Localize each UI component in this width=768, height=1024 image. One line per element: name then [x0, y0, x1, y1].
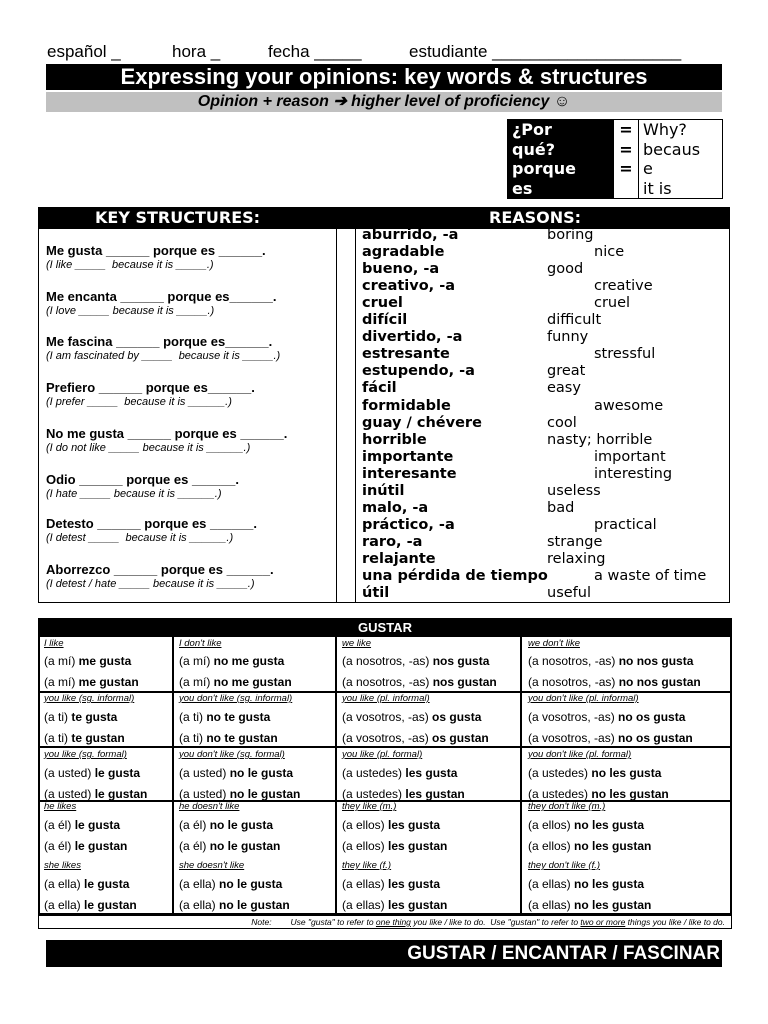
gustar-cell — [44, 766, 140, 780]
reason-english: difficult — [547, 312, 602, 329]
gustar-caption: they don't like (f.) — [528, 860, 601, 871]
structure-item — [46, 334, 280, 362]
structure-spanish: Detesto ______ porque es ______. — [46, 516, 258, 531]
key-structures-label: KEY STRUCTURES: — [95, 208, 261, 227]
gustar-verb: no les gustan — [591, 787, 669, 801]
gustar-pronoun: (a ustedes) — [342, 787, 406, 801]
reason-spanish: creativo, -a — [362, 278, 456, 295]
gustar-caption: you don't like (pl. informal) — [528, 693, 639, 704]
structure-item — [46, 516, 257, 544]
reason-spanish: horrible — [362, 431, 427, 448]
por-que-spanish — [508, 120, 613, 198]
page-title: Expressing your opinions: key words & structures — [46, 64, 722, 90]
reason-english: practical — [594, 516, 657, 533]
gustar-verb: no les gustan — [574, 839, 652, 853]
gustar-verb: les gusta — [405, 766, 458, 780]
gustar-verb: no nos gustan — [618, 675, 701, 689]
structure-english: (I love _____ because it is _____.) — [46, 305, 215, 317]
gustar-pronoun: (a ella) — [179, 877, 220, 891]
gustar-cell — [44, 898, 137, 912]
reason-spanish: malo, -a — [362, 499, 429, 516]
reason-english: useless — [547, 482, 601, 499]
note-text: you like / like to do. Use "gustan" to refer to — [410, 917, 581, 927]
spanish-class-blank[interactable]: español _ — [47, 42, 121, 61]
gustar-pronoun: (a ella) — [179, 898, 220, 912]
gustar-cell — [528, 710, 685, 724]
key-structures-header — [38, 207, 730, 228]
gustar-pronoun: (a vosotros, -as) — [528, 710, 619, 724]
gustar-cell — [179, 839, 280, 853]
page-subtitle — [46, 92, 722, 112]
gustar-cell — [528, 839, 651, 853]
estudiante-blank[interactable]: estudiante ____________________ — [409, 42, 682, 61]
por-que-line: ¿Por — [512, 120, 552, 139]
gustar-verb: no le gusta — [209, 818, 274, 832]
note-emphasis: one thing — [375, 917, 411, 927]
gustar-pronoun: (a mí) — [44, 654, 79, 668]
gustar-pronoun: (a mí) — [179, 675, 214, 689]
gustar-cell — [179, 787, 300, 801]
gustar-caption: you like (pl. informal) — [342, 693, 430, 704]
gustar-verb: nos gustan — [432, 675, 497, 689]
reason-spanish: agradable — [362, 244, 445, 261]
gustar-pronoun: (a él) — [44, 818, 75, 832]
gustar-pronoun: (a nosotros, -as) — [528, 654, 619, 668]
reason-spanish: formidable — [362, 397, 451, 414]
gustar-verb: le gustan — [74, 839, 128, 853]
gustar-caption: you like (pl. formal) — [342, 749, 423, 760]
gustar-pronoun: (a ella) — [44, 877, 85, 891]
gustar-verb: no le gusta — [219, 877, 283, 891]
gustar-verb: os gustan — [432, 731, 489, 745]
gustar-cell — [44, 787, 147, 801]
gustar-verb: les gustan — [405, 787, 465, 801]
divider — [336, 228, 337, 603]
gustar-verb: te gustan — [71, 731, 125, 745]
gustar-verb: no le gustan — [209, 839, 281, 853]
gustar-cell — [44, 877, 129, 891]
gustar-pronoun: (a ti) — [44, 731, 72, 745]
gustar-cell — [179, 731, 278, 745]
gustar-cell — [44, 818, 120, 832]
gustar-header: GUSTAR — [38, 618, 732, 637]
gustar-verb: les gusta — [388, 877, 441, 891]
footer-title: GUSTAR / ENCANTAR / FASCINAR — [46, 940, 722, 967]
reason-english: funny — [547, 329, 589, 346]
gustar-caption: you like (sg. informal) — [44, 693, 135, 704]
structure-english: (I detest / hate _____ because it is _____.) — [46, 578, 255, 590]
reason-english: relaxing — [547, 550, 606, 567]
reason-spanish: importante — [362, 448, 454, 465]
gustar-verb: le gustan — [84, 898, 137, 912]
gustar-caption: he likes — [44, 801, 77, 812]
gustar-cell — [179, 818, 273, 832]
structure-english: (I prefer _____ because it is ______.) — [46, 396, 232, 408]
por-que-line: e — [643, 159, 653, 178]
gustar-cell — [528, 787, 669, 801]
gustar-pronoun: (a ti) — [44, 710, 72, 724]
divider — [38, 746, 732, 748]
gustar-cell — [528, 898, 651, 912]
divider — [172, 637, 174, 915]
gustar-verb: os gusta — [432, 710, 482, 724]
gustar-verb: no le gustan — [219, 898, 290, 912]
structure-english: (I do not like _____ because it is ______.) — [46, 442, 251, 454]
reason-spanish: fácil — [362, 380, 397, 397]
por-que-box — [507, 119, 723, 199]
gustar-pronoun: (a ti) — [179, 710, 207, 724]
structure-item — [46, 472, 239, 500]
gustar-cell — [179, 654, 284, 668]
por-que-line: Why? — [643, 120, 687, 139]
gustar-pronoun: (a ellas) — [528, 898, 575, 912]
smiley-icon: ☺ — [553, 93, 571, 110]
reason-english: boring — [547, 227, 594, 243]
gustar-cell — [528, 877, 644, 891]
gustar-cell — [342, 818, 440, 832]
reasons-label: REASONS: — [489, 208, 582, 227]
reason-english: cool — [547, 414, 577, 431]
gustar-verb: le gustan — [94, 787, 148, 801]
gustar-pronoun: (a nosotros, -as) — [528, 675, 619, 689]
gustar-verb: no le gusta — [229, 766, 294, 780]
gustar-cell — [342, 766, 457, 780]
structure-item — [46, 426, 287, 454]
reason-spanish: estupendo, -a — [362, 363, 475, 380]
gustar-cell — [528, 654, 693, 668]
gustar-verb: te gusta — [71, 710, 118, 724]
gustar-cell — [179, 898, 290, 912]
arrow-right-icon: ➔ — [333, 93, 347, 110]
subtitle-prefix: Opinion + reason — [197, 93, 334, 110]
reason-spanish: difícil — [362, 312, 408, 329]
note-emphasis: two or more — [580, 917, 626, 927]
gustar-pronoun: (a usted) — [179, 787, 230, 801]
reason-english: good — [547, 261, 584, 278]
gustar-caption: you don't like (pl. formal) — [528, 749, 632, 760]
reason-english: a waste of time — [594, 568, 707, 584]
gustar-cell — [179, 710, 270, 724]
gustar-pronoun: (a ellas) — [342, 898, 389, 912]
gustar-pronoun: (a ella) — [44, 898, 85, 912]
gustar-verb: les gusta — [388, 818, 441, 832]
gustar-pronoun: (a ustedes) — [342, 766, 406, 780]
reason-spanish: interesante — [362, 465, 457, 482]
reason-english: easy — [547, 380, 581, 397]
reason-spanish: útil — [362, 585, 390, 602]
structure-spanish: Odio ______ porque es ______. — [46, 472, 239, 487]
reason-english: cruel — [594, 295, 631, 312]
por-que-line: es — [512, 178, 533, 198]
equals-sign: = — [619, 159, 633, 178]
gustar-cell — [44, 675, 139, 689]
gustar-caption: we don't like — [528, 638, 580, 649]
gustar-verb: les gustan — [388, 839, 448, 853]
gustar-pronoun: (a vosotros, -as) — [342, 731, 433, 745]
reason-english: useful — [547, 585, 591, 602]
reason-spanish: aburrido, -a — [362, 227, 459, 243]
structure-english: (I am fascinated by _____ because it is _____.) — [46, 350, 281, 362]
gustar-cell — [528, 731, 693, 745]
gustar-pronoun: (a mí) — [44, 675, 79, 689]
gustar-verb: no les gusta — [591, 766, 662, 780]
gustar-cell — [342, 654, 489, 668]
reason-spanish: inútil — [362, 482, 405, 499]
reason-spanish: estresante — [362, 346, 450, 363]
gustar-verb: no les gusta — [574, 877, 645, 891]
note-text: things you like / like to do. — [625, 917, 725, 927]
gustar-verb: me gustan — [78, 675, 139, 689]
gustar-verb: le gusta — [74, 818, 121, 832]
reason-spanish: guay / chévere — [362, 414, 482, 431]
structure-english: (I detest _____ because it is ______.) — [46, 532, 234, 544]
divider — [355, 228, 356, 603]
gustar-verb: no os gusta — [618, 710, 686, 724]
gustar-cell — [44, 710, 117, 724]
hora-blank[interactable]: hora _ — [172, 42, 221, 61]
gustar-cell — [528, 675, 701, 689]
reason-spanish: práctico, -a — [362, 516, 455, 533]
por-que-english — [639, 120, 722, 198]
reason-english: creative — [594, 278, 653, 295]
reason-english: great — [547, 363, 586, 380]
gustar-caption: you like (sg. formal) — [44, 749, 127, 760]
structure-spanish: No me gusta ______ porque es ______. — [46, 426, 288, 441]
gustar-pronoun: (a usted) — [179, 766, 230, 780]
gustar-cell — [179, 766, 293, 780]
gustar-caption: I like — [44, 638, 64, 649]
gustar-caption: they like (f.) — [342, 860, 392, 871]
gustar-note — [38, 915, 732, 929]
structure-item — [46, 562, 274, 590]
equals-sign: = — [619, 120, 633, 139]
gustar-verb: no os gustan — [618, 731, 693, 745]
gustar-pronoun: (a ti) — [179, 731, 207, 745]
gustar-pronoun: (a él) — [179, 839, 210, 853]
structure-item — [46, 289, 277, 317]
reason-spanish: raro, -a — [362, 533, 423, 550]
structure-english: (I hate _____ because it is ______.) — [46, 488, 222, 500]
gustar-caption: I don't like — [179, 638, 222, 649]
gustar-pronoun: (a mí) — [179, 654, 214, 668]
gustar-pronoun: (a ellos) — [342, 839, 389, 853]
por-que-line: it is — [643, 178, 672, 198]
gustar-cell — [342, 710, 481, 724]
reason-spanish: divertido, -a — [362, 329, 463, 346]
gustar-pronoun: (a nosotros, -as) — [342, 654, 433, 668]
gustar-verb: me gusta — [78, 654, 132, 668]
gustar-pronoun: (a ellas) — [342, 877, 389, 891]
gustar-pronoun: (a él) — [44, 839, 75, 853]
gustar-cell — [179, 675, 292, 689]
gustar-cell — [179, 877, 282, 891]
reason-spanish: bueno, -a — [362, 261, 440, 278]
gustar-verb: le gusta — [84, 877, 130, 891]
divider — [520, 637, 522, 915]
structure-item — [46, 243, 266, 271]
gustar-pronoun: (a vosotros, -as) — [528, 731, 619, 745]
gustar-cell — [44, 654, 131, 668]
structure-spanish: Me gusta ______ porque es ______. — [46, 243, 266, 258]
gustar-pronoun: (a ellas) — [528, 877, 575, 891]
gustar-caption: you don't like (sg. formal) — [179, 749, 285, 760]
gustar-cell — [342, 839, 447, 853]
gustar-pronoun: (a ustedes) — [528, 787, 592, 801]
gustar-caption: they don't like (m.) — [528, 801, 606, 812]
por-que-line: becaus — [643, 139, 701, 159]
gustar-cell — [342, 675, 497, 689]
por-que-line: porque — [512, 159, 577, 178]
gustar-verb: no te gustan — [206, 731, 278, 745]
reason-english: awesome — [594, 397, 664, 414]
gustar-verb: no les gusta — [574, 818, 645, 832]
gustar-cell — [44, 839, 127, 853]
gustar-verb: no les gustan — [574, 898, 652, 912]
gustar-cell — [342, 731, 489, 745]
gustar-verb: no me gustan — [213, 675, 292, 689]
reason-english: nasty; horrible — [547, 431, 653, 448]
gustar-pronoun: (a ustedes) — [528, 766, 592, 780]
structure-spanish: Me fascina ______ porque es______. — [46, 334, 273, 349]
reason-english: strange — [547, 533, 603, 550]
reason-english: stressful — [594, 346, 656, 363]
gustar-caption: she doesn't like — [179, 860, 245, 871]
subtitle-suffix: higher level of proficiency — [346, 93, 554, 110]
por-que-equals — [613, 120, 639, 198]
gustar-verb: no le gustan — [229, 787, 301, 801]
gustar-caption: we like — [342, 638, 372, 649]
gustar-verb: le gusta — [94, 766, 141, 780]
gustar-cell — [528, 818, 644, 832]
gustar-verb: no me gusta — [213, 654, 285, 668]
reason-spanish: una pérdida de tiempo — [362, 568, 548, 584]
por-que-line: qué? — [512, 139, 555, 159]
gustar-cell — [528, 766, 661, 780]
note-label: Note: — [251, 917, 272, 927]
fecha-blank[interactable]: fecha _____ — [268, 42, 362, 61]
reason-english: interesting — [594, 465, 673, 482]
gustar-pronoun: (a él) — [179, 818, 210, 832]
structure-english: (I like _____ because it is _____.) — [46, 259, 214, 271]
reason-spanish: cruel — [362, 295, 403, 312]
divider — [335, 637, 337, 915]
gustar-pronoun: (a vosotros, -as) — [342, 710, 433, 724]
reason-english: bad — [547, 499, 575, 516]
gustar-pronoun: (a ellos) — [528, 839, 575, 853]
gustar-caption: you don't like (sg. informal) — [179, 693, 293, 704]
structure-spanish: Prefiero ______ porque es______. — [46, 380, 255, 395]
gustar-verb: no te gusta — [206, 710, 271, 724]
gustar-caption: they like (m.) — [342, 801, 397, 812]
gustar-cell — [44, 731, 125, 745]
gustar-pronoun: (a ellos) — [342, 818, 389, 832]
gustar-pronoun: (a ellos) — [528, 818, 575, 832]
gustar-pronoun: (a usted) — [44, 766, 95, 780]
gustar-verb: nos gusta — [432, 654, 490, 668]
gustar-cell — [342, 877, 440, 891]
gustar-cell — [342, 787, 465, 801]
gustar-verb: no nos gusta — [618, 654, 694, 668]
note-text: Use "gusta" to refer to — [290, 917, 376, 927]
gustar-caption: she likes — [44, 860, 81, 871]
gustar-pronoun: (a usted) — [44, 787, 95, 801]
structure-item — [46, 380, 255, 408]
reason-spanish: relajante — [362, 550, 436, 567]
reason-english: nice — [594, 244, 625, 261]
equals-sign: = — [619, 139, 633, 159]
structure-spanish: Me encanta ______ porque es______. — [46, 289, 277, 304]
gustar-cell — [342, 898, 447, 912]
gustar-caption: he doesn't like — [179, 801, 240, 812]
gustar-verb: les gustan — [388, 898, 448, 912]
reason-english: important — [594, 448, 666, 465]
structure-spanish: Aborrezco ______ porque es ______. — [46, 562, 274, 577]
gustar-pronoun: (a nosotros, -as) — [342, 675, 433, 689]
